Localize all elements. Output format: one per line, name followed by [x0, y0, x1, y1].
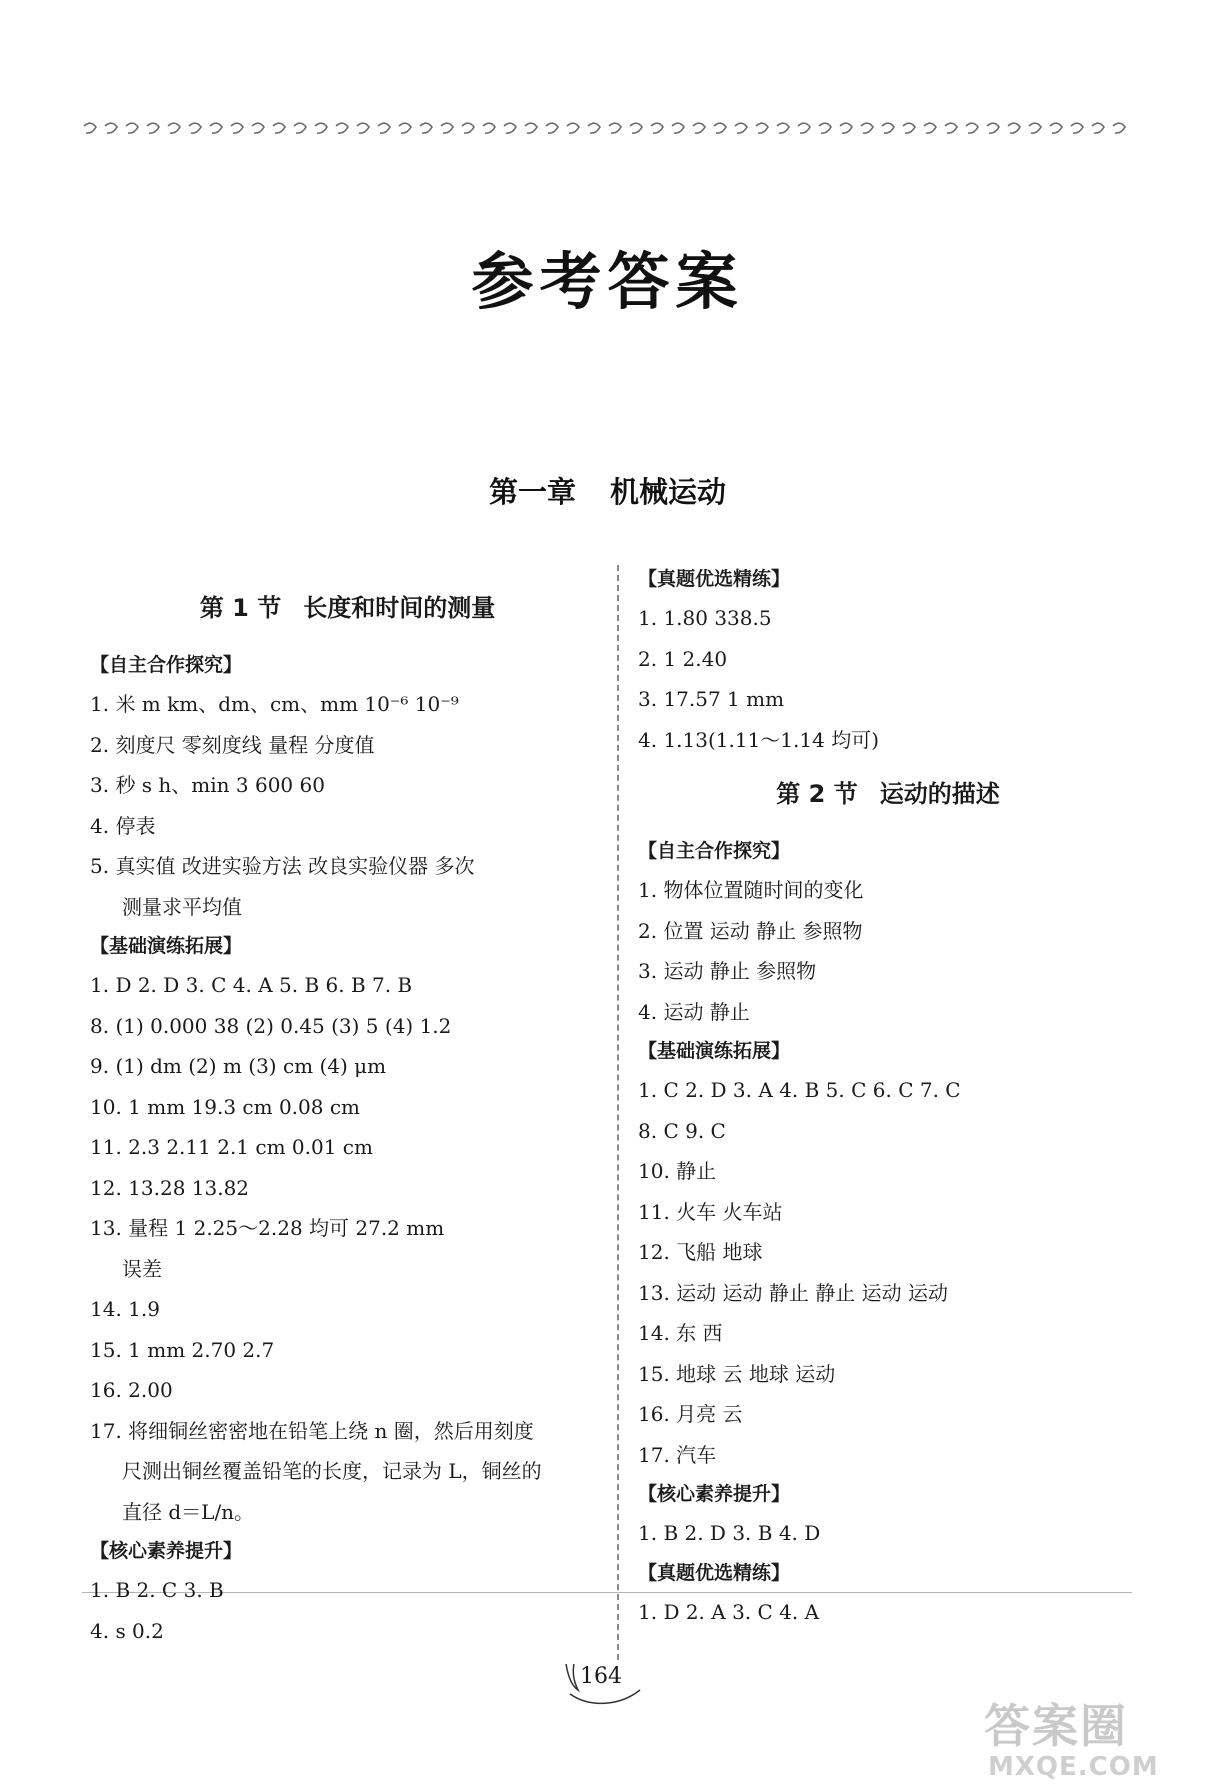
answer-line: 8. (1) 0.000 38 (2) 0.45 (3) 5 (4) 1.2 — [90, 1013, 452, 1038]
answer-line: 14. 1.9 — [90, 1297, 160, 1321]
page-number-text: 164 — [580, 1664, 622, 1689]
left-column — [90, 560, 605, 1651]
answer-line: 12. 13.28 13.82 — [90, 1175, 250, 1200]
answer-line: 2. 刻度尺 零刻度线 量程 分度值 — [90, 732, 375, 757]
answer-line: 2. 1 2.40 — [638, 646, 728, 671]
answer-line: 直径 d＝L/n。 — [122, 1499, 255, 1524]
block-heading-zizhu: 【自主合作探究】 — [90, 654, 243, 676]
answer-line: 误差 — [122, 1256, 162, 1281]
answer-line: 4. 停表 — [90, 813, 156, 838]
chapter-name: 机械运动 — [610, 475, 727, 509]
block-heading-jichu: 【基础演练拓展】 — [638, 1040, 791, 1062]
section-title-1 — [90, 578, 605, 638]
watermark-text: 答案圈 — [984, 1699, 1128, 1753]
answer-line: 15. 1 mm 2.70 2.7 — [90, 1337, 275, 1362]
page-title: 参考答案 — [471, 245, 744, 318]
answer-line: 2. 位置 运动 静止 参照物 — [638, 918, 863, 943]
answer-line: 15. 地球 云 地球 运动 — [638, 1361, 836, 1386]
answer-line: 4. 运动 静止 — [638, 999, 750, 1024]
answer-line: 4. 1.13(1.11～1.14 均可) — [638, 727, 879, 752]
section-number: 第 2 节 — [776, 780, 858, 808]
chapter-title — [0, 470, 1215, 511]
answer-line: 14. 东 西 — [638, 1321, 723, 1345]
page-number — [560, 1646, 660, 1706]
answer-line: 11. 火车 火车站 — [638, 1199, 783, 1224]
block-heading-hexin: 【核心素养提升】 — [90, 1540, 243, 1562]
section-title-2 — [638, 764, 1138, 824]
answer-line: 9. (1) dm (2) m (3) cm (4) μm — [90, 1054, 387, 1078]
answer-line: 8. C 9. C — [638, 1118, 726, 1143]
answer-line: 3. 运动 静止 参照物 — [638, 959, 817, 983]
answer-line: 11. 2.3 2.11 2.1 cm 0.01 cm — [90, 1135, 373, 1159]
answer-line: 1. B 2. C 3. B — [90, 1578, 224, 1602]
answer-line: 17. 汽车 — [638, 1442, 717, 1467]
block-heading-zhenti: 【真题优选精练】 — [638, 568, 791, 590]
wave-border-decoration — [82, 118, 1132, 140]
answer-line: 尺测出铜丝覆盖铅笔的长度，记录为 L，铜丝的 — [122, 1459, 542, 1483]
answer-line: 测量求平均值 — [122, 894, 242, 919]
section-number: 第 1 节 — [199, 594, 282, 622]
answer-line: 4. s 0.2 — [90, 1618, 164, 1643]
section-name: 运动的描述 — [879, 780, 1000, 808]
answer-line: 12. 飞船 地球 — [638, 1240, 763, 1264]
answer-line: 10. 静止 — [638, 1159, 717, 1183]
answer-line: 1. 1.80 338.5 — [638, 606, 772, 630]
right-column — [638, 560, 1138, 1632]
section-name: 长度和时间的测量 — [303, 594, 496, 622]
answer-line: 10. 1 mm 19.3 cm 0.08 cm — [90, 1094, 360, 1119]
block-heading-zizhu: 【自主合作探究】 — [638, 840, 791, 862]
chapter-number: 第一章 — [488, 475, 576, 509]
answer-line: 17. 将细铜丝密密地在铅笔上绕 n 圈，然后用刻度 — [90, 1418, 534, 1443]
answer-line: 16. 2.00 — [90, 1378, 173, 1402]
watermark — [970, 1690, 1200, 1790]
answer-line: 1. B 2. D 3. B 4. D — [638, 1521, 821, 1545]
answer-line: 16. 月亮 云 — [638, 1402, 743, 1426]
answer-line: 1. D 2. D 3. C 4. A 5. B 6. B 7. B — [90, 973, 413, 997]
answer-line: 1. C 2. D 3. A 4. B 5. C 6. C 7. C — [638, 1078, 961, 1102]
block-heading-jichu: 【基础演练拓展】 — [90, 935, 243, 957]
column-divider — [617, 565, 619, 1660]
answer-line: 1. 物体位置随时间的变化 — [638, 878, 864, 902]
answer-line: 1. 米 m km、dm、cm、mm 10⁻⁶ 10⁻⁹ — [90, 692, 459, 716]
block-heading-hexin: 【核心素养提升】 — [638, 1483, 791, 1505]
answer-line: 5. 真实值 改进实验方法 改良实验仪器 多次 — [90, 854, 475, 878]
answer-line: 13. 运动 运动 静止 静止 运动 运动 — [638, 1280, 948, 1305]
watermark-url: MXQE.COM — [988, 1752, 1159, 1782]
answer-line: 3. 秒 s h、min 3 600 60 — [90, 773, 325, 797]
block-heading-zhenti: 【真题优选精练】 — [638, 1561, 791, 1584]
answer-line: 3. 17.57 1 mm — [638, 687, 785, 711]
answer-line: 13. 量程 1 2.25～2.28 均可 27.2 mm — [90, 1216, 445, 1240]
answer-line: 1. D 2. A 3. C 4. A — [638, 1599, 820, 1624]
